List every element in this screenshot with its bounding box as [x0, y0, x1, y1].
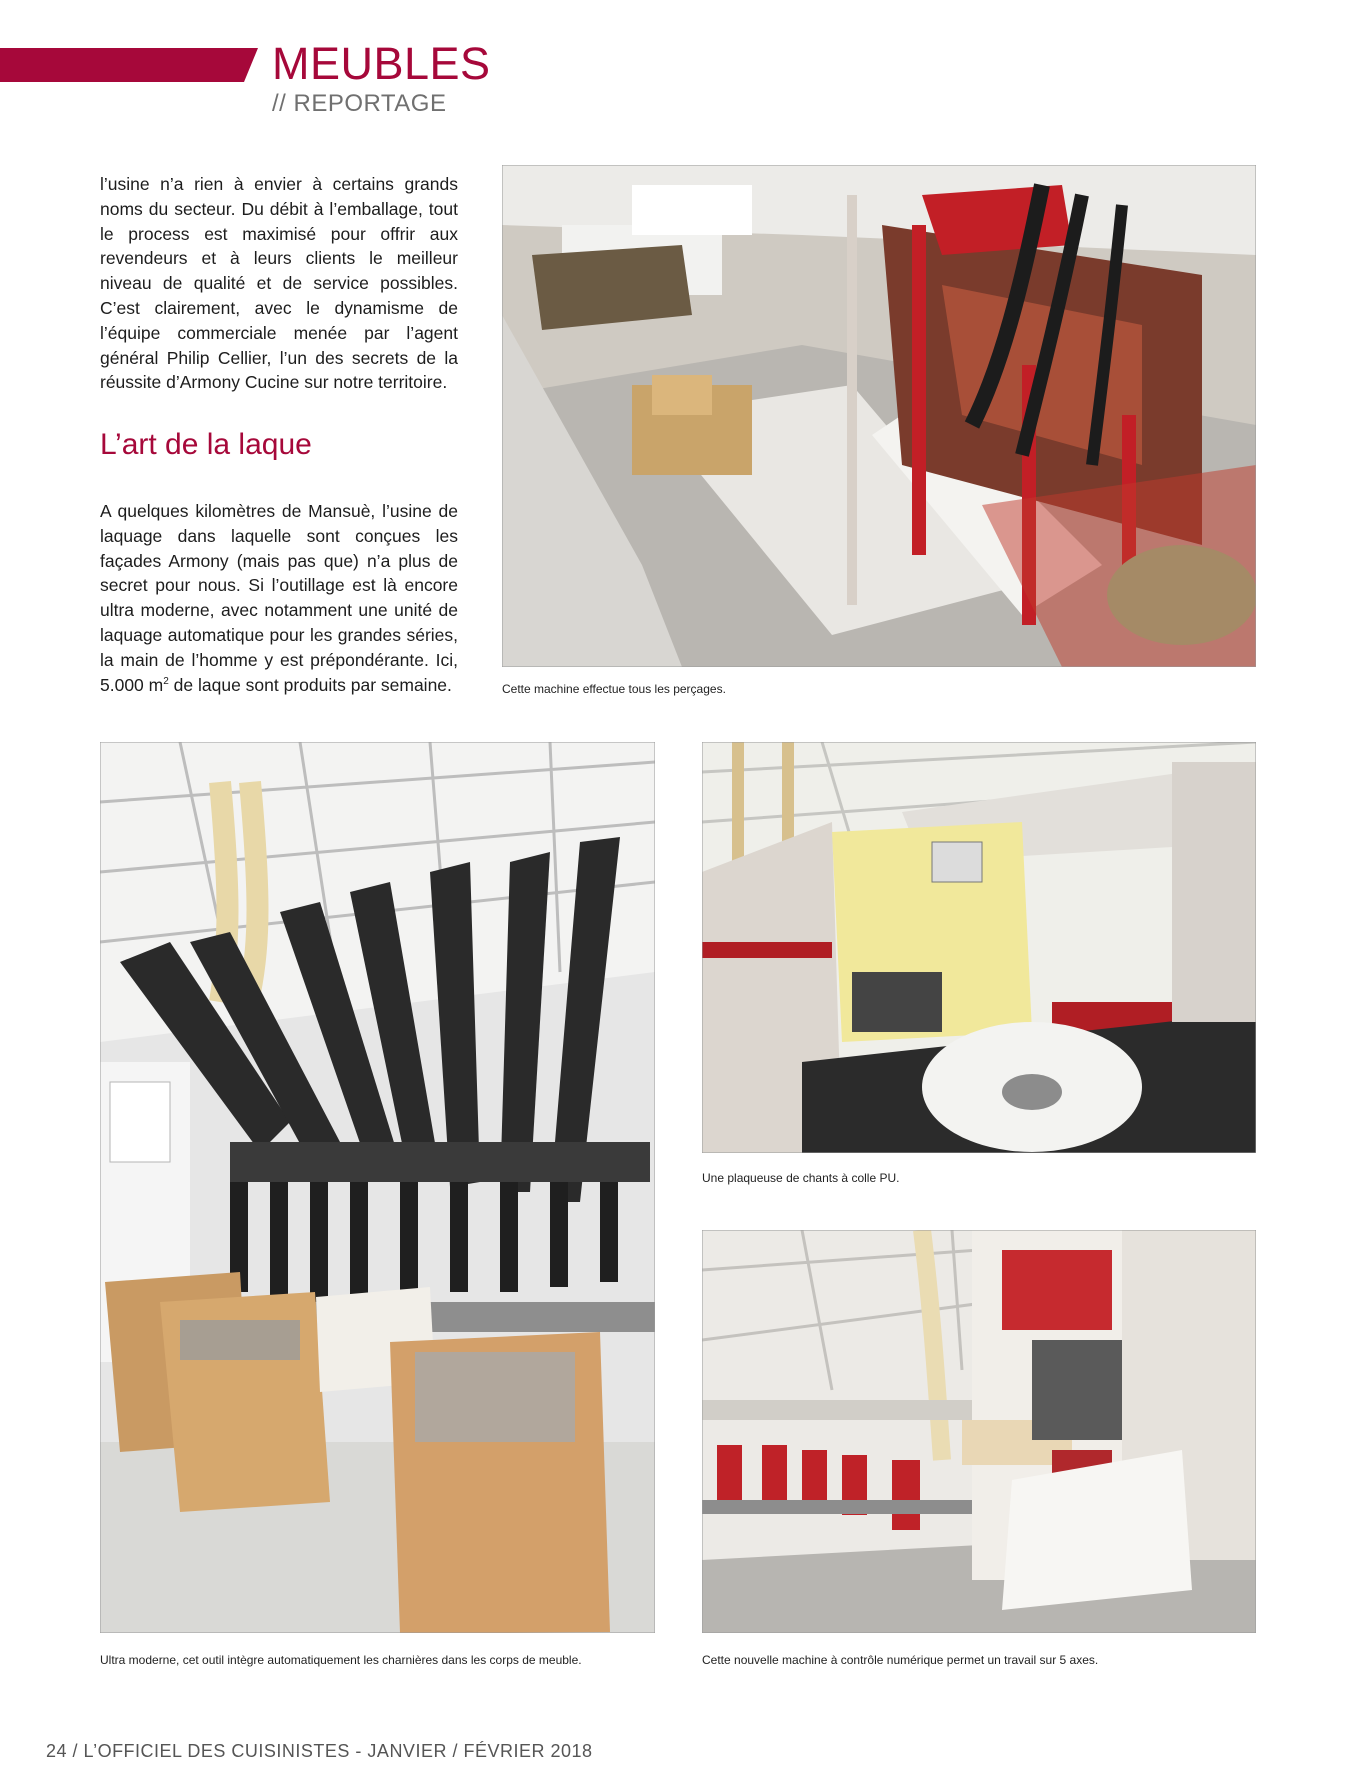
publication-year: 2018 — [550, 1741, 593, 1761]
cnc-machine-caption: Cette nouvelle machine à contrôle numérique permet un travail sur 5 axes. — [702, 1653, 1099, 1667]
hinge-assembly-photo — [100, 742, 655, 1633]
section-title: MEUBLES — [272, 38, 491, 89]
edgebander-photo — [702, 742, 1256, 1153]
drilling-machine-caption: Cette machine effectue tous les perçages. — [502, 682, 726, 696]
article-paragraph-2 — [100, 499, 458, 697]
square-meter-exponent: 2 — [163, 675, 169, 687]
article-paragraph-1: l’usine n’a rien à envier à certains grands noms du secteur. Du débit à l’emballage, tout le process est maximisé pour offrir aux revendeurs et à leurs clients le meilleur niveau de qualité et de service possibles. C’est clairement, avec le dynamisme de l’équipe commerciale menée par l’agent général Philip Cellier, l’un des secrets de la réussite d’Armony Cucine sur notre territoire. — [100, 174, 458, 393]
paragraph-2-text: A quelques kilomètres de Mansuè, l’usine de laquage dans laquelle sont conçues les façades Armony (mais pas que) n’a plus de secret pour nous. Si l’outillage est là encore ultra moderne, avec notamment une unité de laquage automatique pour les grandes séries, la main de l’homme y est prépondérante. Ici, 5.000 m — [100, 501, 458, 695]
article-subheading: L’art de la laque — [100, 428, 312, 461]
drilling-machine-photo — [502, 165, 1256, 667]
page-number: 24 / — [46, 1741, 79, 1761]
section-banner — [0, 48, 258, 82]
hinge-assembly-caption: Ultra moderne, cet outil intègre automatiquement les charnières dans les corps de meuble. — [100, 1653, 582, 1667]
cnc-machine-photo — [702, 1230, 1256, 1633]
page-footer — [46, 1740, 593, 1762]
publication-name: L’OFFICIEL DES CUISINISTES - JANVIER / FÉVRIER — [83, 1741, 545, 1761]
edgebander-caption: Une plaqueuse de chants à colle PU. — [702, 1171, 900, 1185]
paragraph-2-end: de laque sont produits par semaine. — [168, 674, 452, 695]
section-subtitle: // REPORTAGE — [272, 90, 447, 117]
